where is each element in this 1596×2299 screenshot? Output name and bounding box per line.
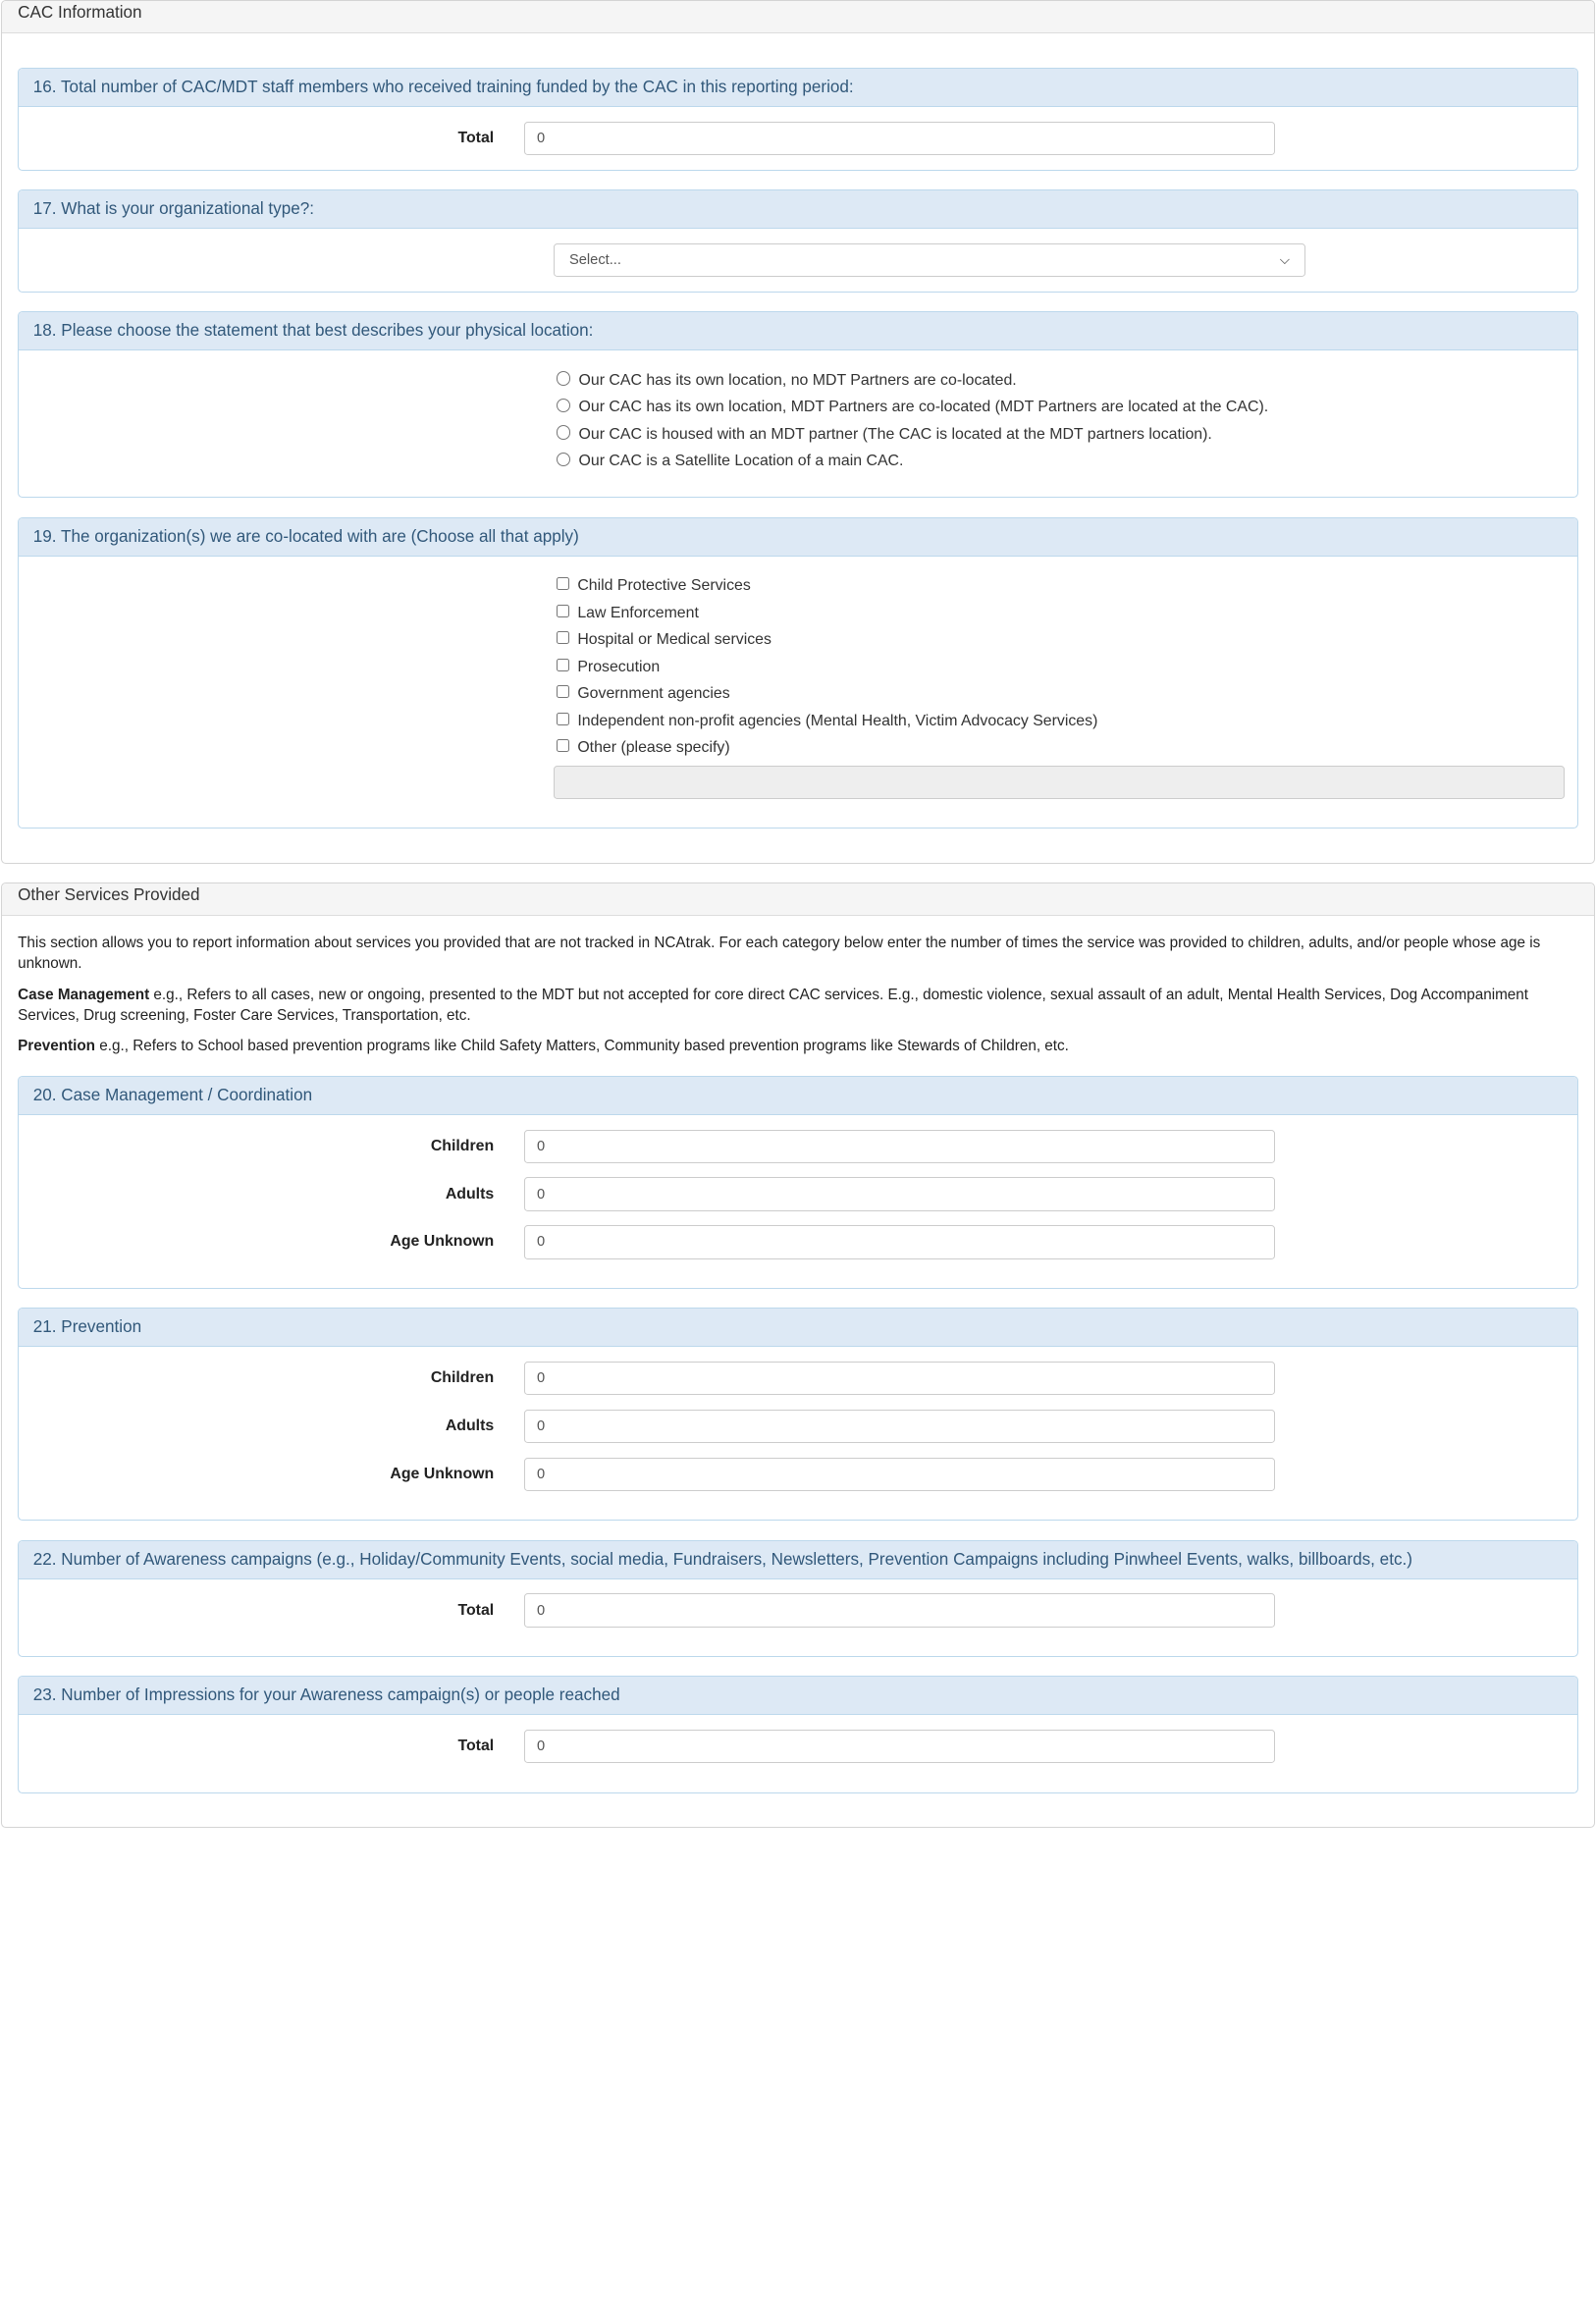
q21-age-unknown-input[interactable] <box>524 1458 1275 1491</box>
colocated-option-label: Child Protective Services <box>577 577 751 595</box>
location-option[interactable] <box>557 421 1577 449</box>
q16-total-input[interactable] <box>524 122 1275 155</box>
checkbox[interactable] <box>557 659 569 671</box>
organizational-type-select[interactable] <box>554 243 1304 277</box>
location-option-label: Our CAC is housed with an MDT partner (The CAC is located at the MDT partners location). <box>578 425 1212 443</box>
other-services-heading: Other Services Provided <box>2 883 1593 916</box>
colocated-option-label: Other (please specify) <box>577 739 730 757</box>
question-23-title: 23. Number of Impressions for your Awareness campaign(s) or people reached <box>19 1677 1577 1715</box>
checkbox[interactable] <box>557 713 569 725</box>
colocated-option[interactable] <box>557 681 1577 709</box>
checkbox[interactable] <box>557 739 569 752</box>
colocated-option[interactable] <box>557 735 1577 763</box>
question-23-panel <box>18 1676 1578 1792</box>
location-option-label: Our CAC has its own location, MDT Partners are co-located (MDT Partners are located at the CAC). <box>578 399 1269 416</box>
question-19-panel <box>18 517 1578 829</box>
q21-adults-input[interactable] <box>524 1410 1275 1443</box>
q20-age-unknown-input[interactable] <box>524 1225 1275 1258</box>
colocated-option-label: Prosecution <box>577 658 661 675</box>
q16-total-label: Total <box>457 129 495 146</box>
organizational-type-select-value: Select... <box>569 251 621 268</box>
location-option-label: Our CAC is a Satellite Location of a main CAC. <box>578 453 904 470</box>
colocated-option[interactable] <box>557 708 1577 735</box>
colocated-option[interactable] <box>557 600 1577 627</box>
checkbox[interactable] <box>557 685 569 698</box>
question-18-panel <box>18 311 1578 498</box>
location-option[interactable] <box>557 395 1577 422</box>
question-21-panel <box>18 1308 1578 1521</box>
q23-total-input[interactable] <box>524 1730 1275 1763</box>
radio-button[interactable] <box>557 425 570 439</box>
colocated-option-label: Hospital or Medical services <box>577 631 771 649</box>
prevention-definition <box>18 1036 1578 1056</box>
question-20-panel <box>18 1076 1578 1289</box>
chevron-down-icon: ⌵ <box>1279 251 1290 267</box>
location-option-label: Our CAC has its own location, no MDT Partners are co-located. <box>578 371 1017 389</box>
question-17-panel <box>18 189 1578 292</box>
question-22-title: 22. Number of Awareness campaigns (e.g., Holiday/Community Events, social media, Fundraisers, Newsletters, Prevention Campaigns including Pinwheel Events, walks, billboards, etc.) <box>19 1541 1577 1579</box>
question-16-title: 16. Total number of CAC/MDT staff members who received training funded by the CAC in this reporting period: <box>19 69 1577 107</box>
q21-age-unknown-label: Age Unknown <box>390 1465 495 1482</box>
q22-total-input[interactable] <box>524 1593 1275 1627</box>
question-19-title: 19. The organization(s) we are co-located with are (Choose all that apply) <box>19 518 1577 557</box>
other-services-panel <box>1 882 1594 1828</box>
question-21-title: 21. Prevention <box>19 1309 1577 1347</box>
cac-information-heading: CAC Information <box>2 1 1593 33</box>
colocated-option[interactable] <box>557 654 1577 681</box>
case-management-text: e.g., Refers to all cases, new or ongoing, presented to the MDT but not accepted for core direct CAC services. E.g., domestic violence, sexual assault of an adult, Mental Health Services, Dog Accompaniment Services, Drug screening, Foster Care Services, Transportation, etc. <box>18 986 1529 1024</box>
case-management-definition <box>18 985 1578 1027</box>
prevention-text: e.g., Refers to School based prevention programs like Child Safety Matters, Community based prevention programs like Stewards of Children, etc. <box>95 1038 1069 1055</box>
case-management-term: Case Management <box>18 986 150 1003</box>
q21-children-input[interactable] <box>524 1362 1275 1395</box>
section-intro: This section allows you to report information about services you provided that are not tracked in NCAtrak. For each category below enter the number of times the service was provided to children, adults, and/or people whose age is unknown. <box>18 935 1541 973</box>
radio-button[interactable] <box>557 371 570 385</box>
q20-adults-input[interactable] <box>524 1177 1275 1210</box>
checkbox[interactable] <box>557 631 569 644</box>
checkbox[interactable] <box>557 577 569 590</box>
cac-information-panel <box>1 0 1594 864</box>
q20-age-unknown-label: Age Unknown <box>390 1233 495 1251</box>
location-option[interactable] <box>557 449 1577 476</box>
q22-total-label: Total <box>457 1601 495 1619</box>
q20-adults-label: Adults <box>445 1185 495 1203</box>
question-20-title: 20. Case Management / Coordination <box>19 1077 1577 1115</box>
q20-children-label: Children <box>430 1137 495 1154</box>
q21-adults-label: Adults <box>445 1417 495 1434</box>
other-specify-input[interactable] <box>554 766 1564 799</box>
q23-total-label: Total <box>457 1738 495 1755</box>
question-17-title: 17. What is your organizational type?: <box>19 190 1577 229</box>
location-option[interactable] <box>557 367 1577 395</box>
colocated-option-label: Government agencies <box>577 685 730 703</box>
prevention-term: Prevention <box>18 1038 96 1055</box>
colocated-option-label: Law Enforcement <box>577 604 699 621</box>
question-22-panel <box>18 1540 1578 1657</box>
question-16-panel <box>18 68 1578 170</box>
radio-button[interactable] <box>557 453 570 466</box>
colocated-option-label: Independent non-profit agencies (Mental Health, Victim Advocacy Services) <box>577 712 1098 729</box>
q21-children-label: Children <box>430 1369 495 1387</box>
colocated-option[interactable] <box>557 573 1577 601</box>
radio-button[interactable] <box>557 399 570 412</box>
question-18-title: 18. Please choose the statement that best describes your physical location: <box>19 312 1577 350</box>
colocated-option[interactable] <box>557 627 1577 655</box>
q20-children-input[interactable] <box>524 1130 1275 1163</box>
checkbox[interactable] <box>557 605 569 617</box>
